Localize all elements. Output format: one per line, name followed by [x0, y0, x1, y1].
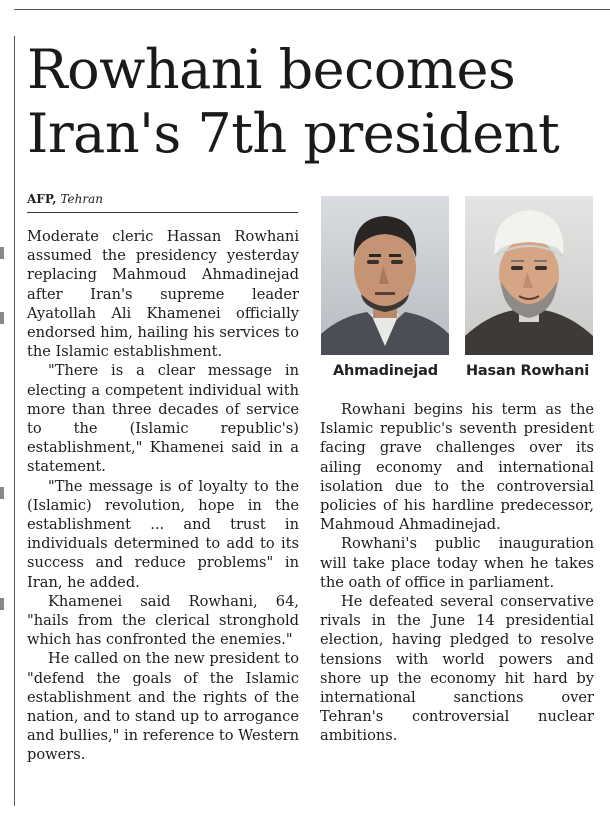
margin-mark [0, 247, 4, 259]
photo-caption-hasan-rowhani: Hasan Rowhani [466, 363, 590, 379]
margin-mark [0, 598, 4, 610]
article-paragraph: He called on the new president to "defend the goals of the Islamic establishment and the rights of the nation, and to stand up to arrogance and bullies," in reference to Western powers. [27, 650, 300, 764]
article-paragraph: Rowhani begins his term as the Islamic republic's seventh president facing grave challenges over its ailing economy and international isolation due to the controversial policies of his hardline predecessor, Mahmoud Ahmadinejad. [320, 401, 594, 534]
headline [27, 38, 607, 166]
margin-mark [0, 487, 4, 499]
byline-city: Tehran [60, 192, 104, 206]
headline-line-2: Iran's 7th president [27, 102, 560, 165]
ahmadinejad-photo [321, 196, 449, 355]
byline [27, 192, 103, 206]
article-paragraph: "There is a clear message in electing a competent individual with more than three decades of service to the (Islamic republic's) establishment," Khamenei said in a statement. [27, 362, 299, 476]
article-paragraph: "The message is of loyalty to the (Islamic) revolution, hope in the establishment ... and trust in individuals determined to add to its success and reduce problems" in Iran, he added. [27, 477, 299, 591]
article-paragraph: Moderate cleric Hassan Rowhani assumed the presidency yesterday replacing Mahmoud Ahmadinejad after Iran's supreme leader Ayatollah Ali Khamenei officially endorsed him, hailing his services to the Islamic establishment. [27, 228, 299, 361]
byline-agency: AFP, [27, 192, 57, 206]
article-right-column [320, 400, 594, 746]
headline-line-1: Rowhani becomes [27, 38, 516, 101]
top-rule [14, 9, 610, 10]
column-rule [14, 36, 15, 806]
photo-caption-ahmadinejad: Ahmadinejad [333, 363, 438, 379]
article-paragraph: He defeated several conservative rivals in the June 14 presidential election, having pledged to resolve tensions with world powers and shore up the economy hit hard by international sanctions over Tehran's controversial nuclear ambitions. [320, 593, 594, 745]
article-paragraph: Rowhani's public inauguration will take place today when he takes the oath of office in parliament. [320, 535, 594, 591]
margin-mark [0, 312, 4, 324]
article-paragraph: Khamenei said Rowhani, 64, "hails from the clerical stronghold which has confronted the enemies." [27, 592, 299, 649]
hasan-rowhani-photo [465, 196, 593, 355]
article-left-column [27, 227, 299, 765]
byline-rule [27, 212, 298, 213]
